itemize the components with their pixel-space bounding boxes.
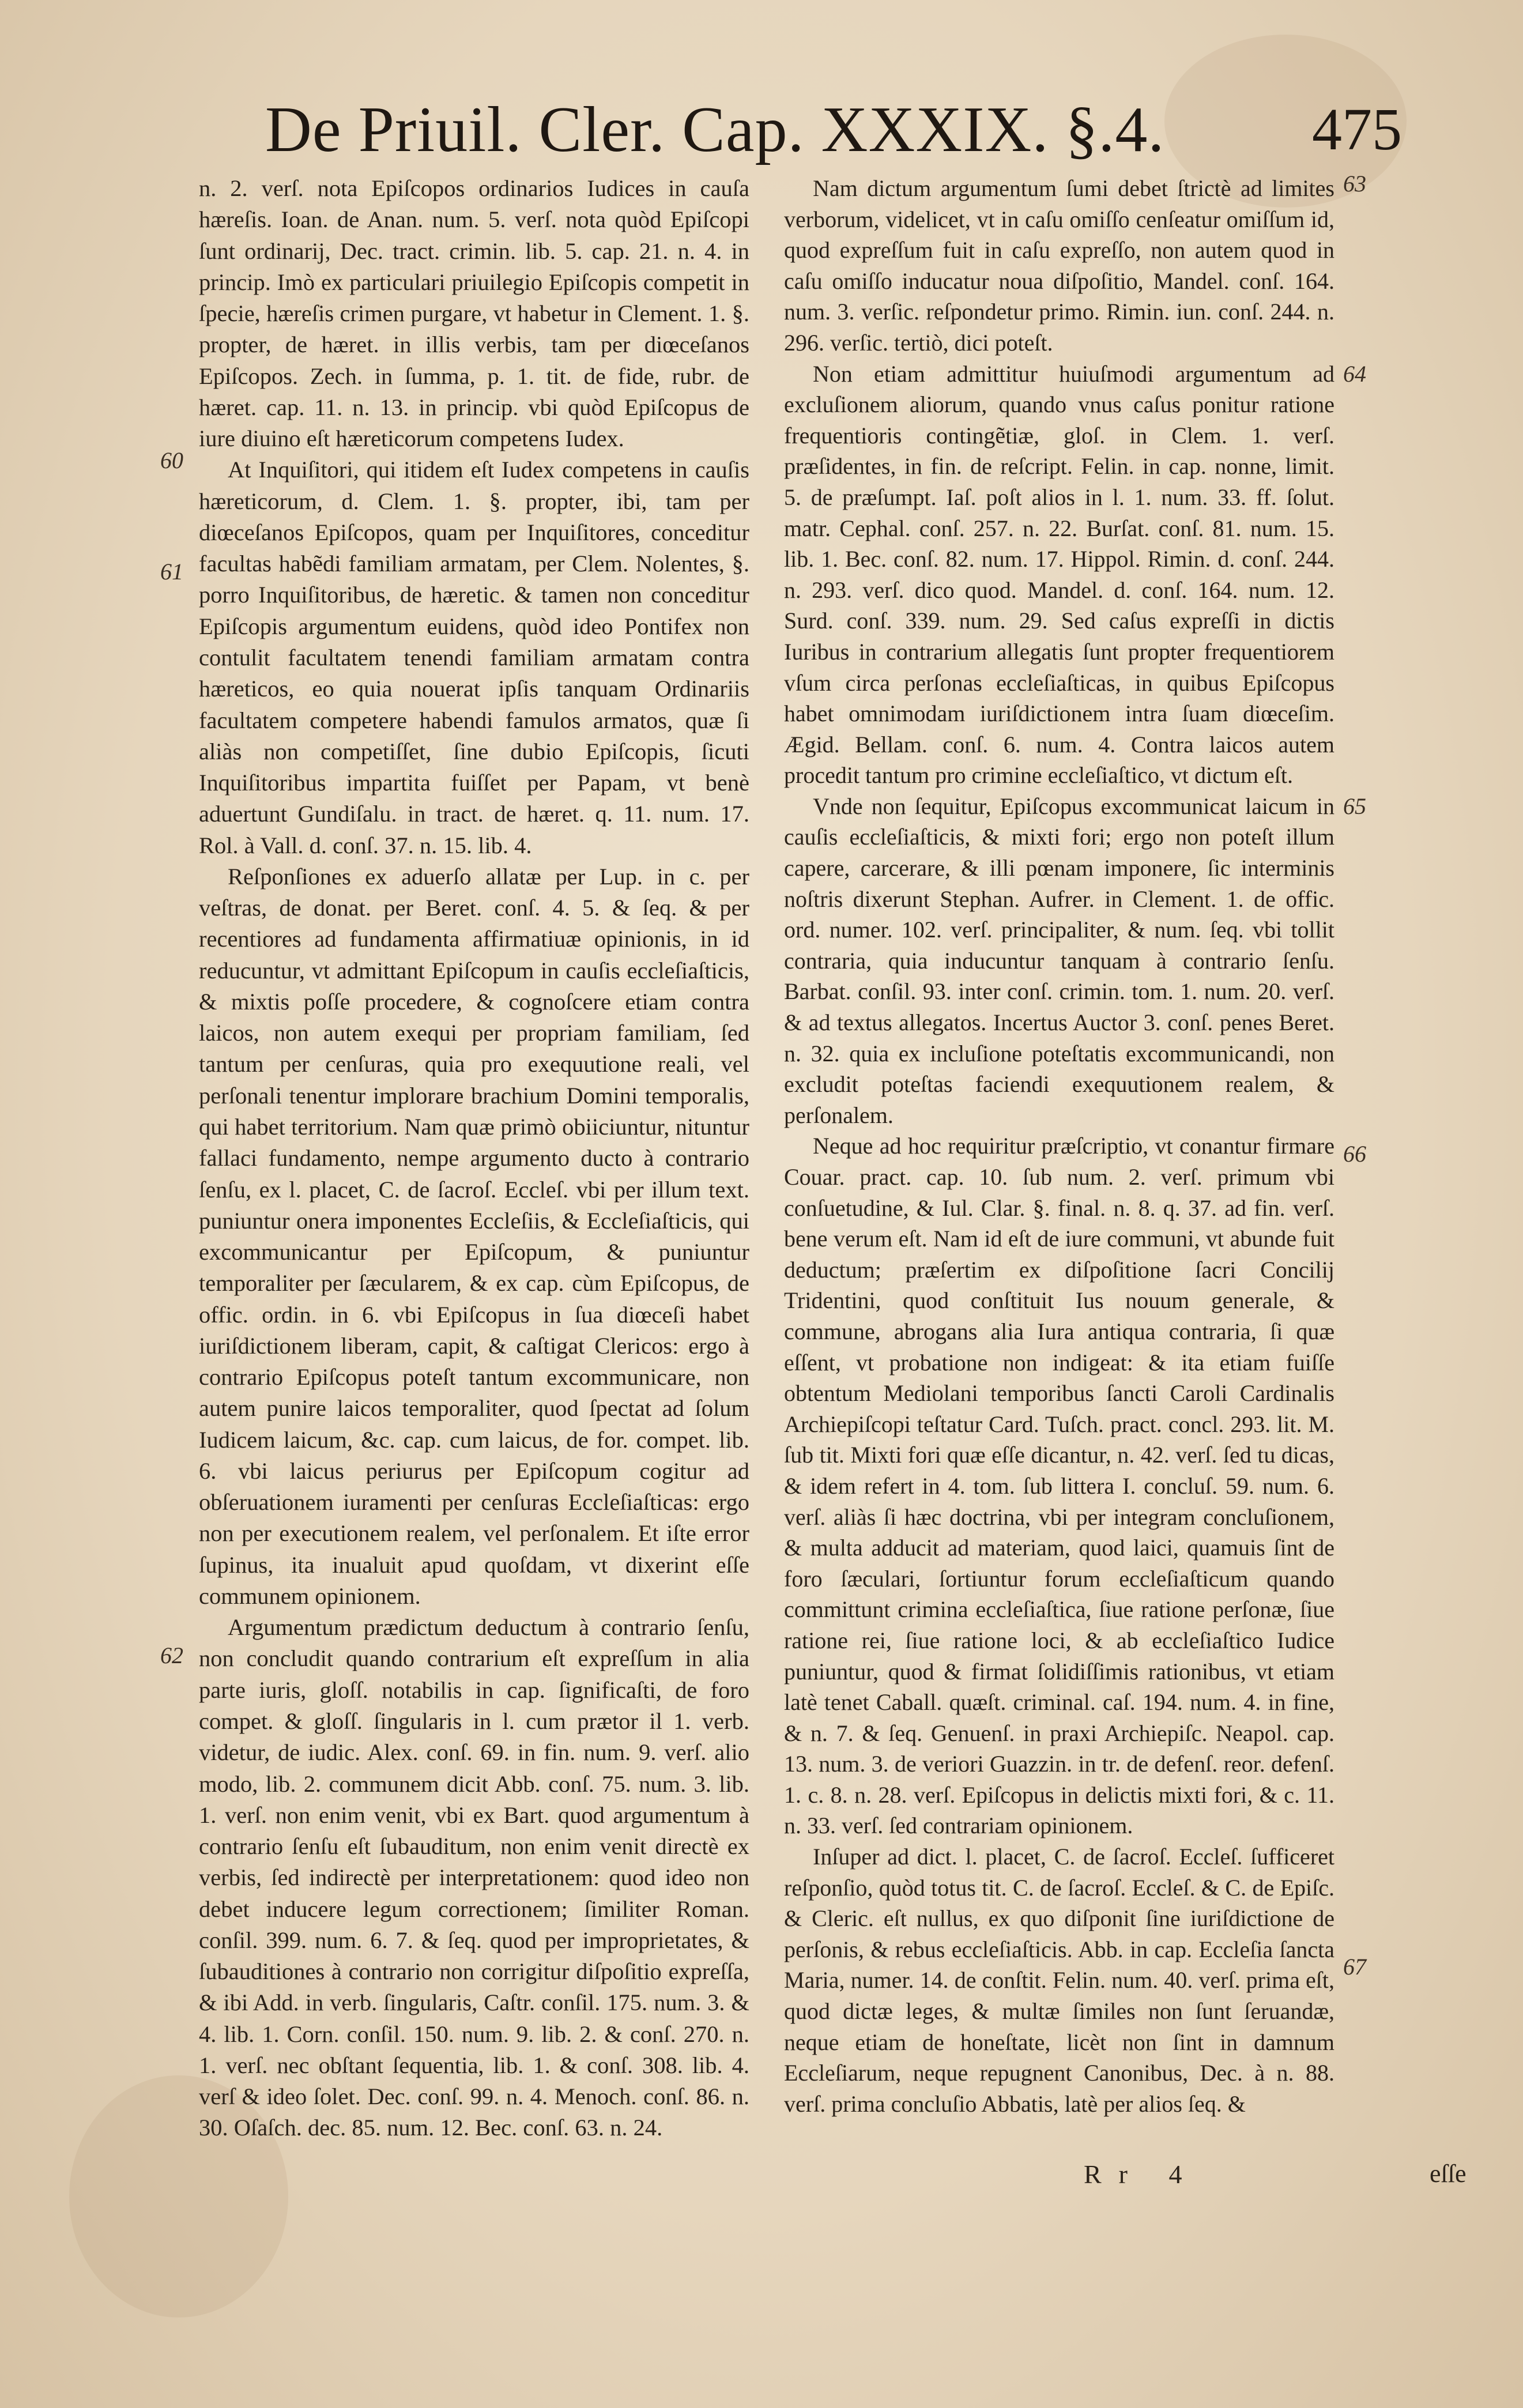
running-title: De Priuil. Cler. Cap. XXXIX. §.4. <box>265 94 1165 165</box>
paragraph: Argumentum prædictum deductum à contrario ſenſu, non concludit quando contrarium eſt expreſſum in alia parte iuris, gloſſ. notabilis in cap. ſignificaſti, de foro compet. & gloſſ. ſingularis in l. cum prætor il 1. verb. videtur, de iudic. Alex. conſ. 69. in fin. num. 9. verſ. alio modo, lib. 2. communem dicit Abb. conſ. 75. num. 3. lib. 1. verſ. non enim venit, vbi ex Bart. quod argumentum à contrario ſenſu eſt ſubauditum, non enim venit directè ex verbis, ſed indirectè per interpretationem: quod ideo non debet inducere legum correctionem; ſimiliter Roman. conſil. 399. num. 6. 7. & ſeq. quod per improprietates, & ſubauditiones à contrario non corrigitur diſpoſitio expreſſa, & ibi Add. in verb. ſingularis, Caſtr. conſil. 175. num. 3. & 4. lib. 1. Corn. conſil. 150. num. 9. lib. 2. & conſ. 270. n. 1. verſ. nec obſtant ſequentia, lib. 1. & conſ. 308. lib. 4. verſ & ideo ſolet. Dec. conſ. 99. n. 4. Menoch. conſ. 86. n. 30. Oſaſch. dec. 85. num. 12. Bec. conſ. 63. n. 24. <box>199 1614 749 2141</box>
margin-number: 65 <box>1343 793 1366 819</box>
page-header <box>190 86 1425 173</box>
paragraph: At Inquiſitori, qui itidem eſt Iudex competens in cauſis hæreticorum, d. Clem. 1. §. propter, ibi, tam per diœceſanos Epiſcopos, quam per Inquiſitores, conceditur facultas habẽdi familiam armatam, per Clem. Nolentes, §. porro Inquiſitoribus, de hæretic. & tamen non conceditur Epiſcopis argumentum euidens, quòd ideo Pontifex non contulit facultatem tenendi familiam armatam contra hæreticos, eo quia nouerat ipſis tanquam Ordinariis facultatem competere habendi famulos armatos, quæ ſi aliàs non competiſſet, ſine dubio Epiſcopis, ſicuti Inquiſitoribus impartita fuiſſet per Papam, vt benè aduertunt Gundiſalu. in tract. de hæret. q. 11. num. 17. Rol. à Vall. d. conſ. 37. n. 15. lib. 4. <box>199 457 749 858</box>
left-column <box>199 173 749 2144</box>
margin-number: 67 <box>1343 1954 1366 1980</box>
paragraph: n. 2. verſ. nota Epiſcopos ordinarios Iudices in cauſa hæreſis. Ioan. de Anan. num. 5. verſ. nota quòd Epiſcopi ſunt ordinarij, Dec. tract. crimin. lib. 5. cap. 21. n. 4. in princip. Imò ex particulari priuilegio Epiſcopis competit in ſpecie, hæreſis crimen purgare, vt habetur in Clement. 1. §. propter, de hæret. in illis verbis, tam per diœceſanos Epiſcopos. Zech. in ſumma, p. 1. tit. de fide, rubr. de hæret. cap. 11. n. 13. in princip. vbi quòd Epiſcopus de iure diuino eſt hæreticorum competens Iudex. <box>199 175 749 452</box>
paragraph: Inſuper ad dict. l. placet, C. de ſacroſ. Eccleſ. ſufficeret reſponſio, quòd totus tit. C. de ſacroſ. Eccleſ. & C. de Epiſc. & Cleric. eſt nullus, ex quo diſponit ſine iuriſdictione de perſonis, & rebus eccleſiaſticis. Abb. in cap. Eccleſia ſancta Maria, numer. 14. de conſtit. Felin. num. 40. verſ. prima eſt, quod dictæ leges, & multæ ſimiles non ſunt ſeruandæ, neque etiam de honeſtate, licèt non ſint in damnum Eccleſiarum, neque repugnent Canonibus, Dec. à n. 88. verſ. prima concluſio Abbatis, latè per alios ſeq. & <box>784 1844 1334 2117</box>
catchword: eſſe <box>1430 2160 1467 2188</box>
margin-number: 60 <box>160 447 183 473</box>
paragraph: Reſponſiones ex aduerſo allatæ per Lup. in c. per veſtras, de donat. per Beret. conſ. 4. 5. & ſeq. & per recentiores ad fundamenta affirmatiuæ opinionis, in id reducuntur, vt admittant Epiſcopum in cauſis eccleſiaſticis, & mixtis poſſe procedere, & cognoſcere etiam contra laicos, non autem exequi per propriam familiam, ſed tantum per cenſuras, quia pro exequutione reali, vel perſonali tenentur implorare brachium Domini temporalis, qui habet territorium. Nam quæ primò obiiciuntur, nituntur fallaci fundamento, nempe argumento ducto à contrario ſenſu, ex l. placet, C. de ſacroſ. Eccleſ. vbi per illum text. puniuntur onera imponentes Eccleſiis, & Eccleſiaſticis, qui excommunicantur per Epiſcopum, & puniuntur temporaliter per ſæcularem, & ex cap. cùm Epiſcopus, de offic. ordin. in 6. vbi Epiſcopus in ſua diœceſi habet iuriſdictionem liberam, capit, & caſtigat Clericos: ergo à contrario Epiſcopus poteſt tantum excommunicare, non autem punire laicos temporaliter, quod ſpectat ad ſolum Iudicem laicum, &c. cap. cum laicus, de for. compet. lib. 6. vbi laicus periurus per Epiſcopum cogitur ad obſeruationem iuramenti per cenſuras Eccleſiaſticas: ergo non per executionem realem, vel perſonalem. Et iſte error ſupinus, ita inualuit apud quoſdam, vt dixerint eſſe communem opinionem. <box>199 863 749 1609</box>
page-number: 475 <box>1312 96 1402 163</box>
margin-number: 64 <box>1343 361 1366 387</box>
margin-number: 61 <box>160 559 183 585</box>
paragraph: Non etiam admittitur huiuſmodi argumentum ad excluſionem aliorum, quando vnus caſus ponitur ratione frequentioris contingẽtiæ, gloſ. in Clem. 1. verſ. præſidentes, in fin. de reſcript. Felin. in cap. nonne, limit. 5. de præſumpt. Iaſ. poſt alios in l. 1. num. 33. ff. ſolut. matr. Cephal. conſ. 257. n. 22. Burſat. conſ. 81. num. 15. lib. 1. Bec. conſ. 82. num. 17. Hippol. Rimin. d. conſ. 244. n. 293. verſ. dico quod. Mandel. d. conſ. 164. num. 12. Surd. conſ. 339. num. 29. Sed caſus expreſſi in dictis Iuribus in contrarium allegatis ſunt propter frequentiorem vſum circa perſonas eccleſiaſticas, in quibus Epiſcopus habet omnimodam iuriſdictionem intra ſuam diœceſim. Ægid. Bellam. conſ. 6. num. 4. Contra laicos autem procedit tantum pro crimine eccleſiaſtico, vt dictum eſt. <box>784 360 1334 789</box>
right-column <box>784 173 1334 2119</box>
margin-number: 63 <box>1343 171 1366 197</box>
paragraph: Neque ad hoc requiritur præſcriptio, vt conantur firmare Couar. pract. cap. 10. ſub num. 2. verſ. primum vbi conſuetudine, & Iul. Clar. §. final. n. 8. q. 37. ad fin. verſ. bene verum eſt. Nam id eſt de iure communi, vt abunde fuit deductum; præſertim ex diſpoſitione ſacri Concilij Tridentini, quod conſtituit Ius nouum generale, & commune, abrogans alia Iura antiqua contraria, ſi quæ eſſent, vt probatione non indigeat: & ita etiam fuiſſe obtentum Mediolani temporibus ſancti Caroli Cardinalis Archiepiſcopi teſtatur Card. Tuſch. pract. concl. 293. lit. M. ſub tit. Mixti fori quæ eſſe dicantur, n. 42. verſ. ſed tu dicas, & idem refert in 4. tom. ſub littera I. concluſ. 59. num. 6. verſ. aliàs ſi hæc doctrina, vbi per integram concluſionem, & multa adducit ad materiam, quod laici, quamuis ſint de foro ſæculari, ſortiuntur forum eccleſiaſticum quando committunt crimina eccleſiaſtica, ſiue ratione perſonæ, ſiue ratione rei, ſiue ratione loci, & ab eccleſiaſtico Iudice puniuntur, quod & firmat ſolidiſſimis rationibus, vt etiam latè tenet Caball. quæſt. criminal. caſ. 194. num. 4. in fine, & n. 7. & ſeq. Genuenſ. in praxi Archiepiſc. Neapol. cap. 13. num. 3. de veriori Guazzin. in tr. de defenſ. reor. defenſ. 1. c. 8. n. 28. verſ. Epiſcopus in delictis mixti fori, & c. 11. n. 33. verſ. ſed contrariam opinionem. <box>784 1133 1334 1839</box>
margin-number: 66 <box>1343 1141 1366 1167</box>
signature-mark: Rr 4 <box>1084 2160 1200 2189</box>
paragraph: Nam dictum argumentum ſumi debet ſtrictè ad limites verborum, videlicet, vt in caſu omiſſo cenſeatur omiſſum id, quod expreſſum fuit in caſu expreſſo, non autem quod in caſu omiſſo inducatur noua diſpoſitio, Mandel. conſ. 164. num. 3. verſic. reſpondetur primo. Rimin. iun. conſ. 244. n. 296. verſic. tertiò, dici poteſt. <box>784 175 1334 356</box>
margin-number: 62 <box>160 1642 183 1668</box>
paragraph: Vnde non ſequitur, Epiſcopus excommunicat laicum in cauſis eccleſiaſticis, & mixti fori; ergo non poteſt illum capere, carcerare, & illi pœnam imponere, ſic interminis noſtris dixerunt Stephan. Aufrer. in Clement. 1. de offic. ord. numer. 102. verſ. principaliter, & num. ſeq. vbi tollit contraria, quia inducuntur tanquam à contrario ſenſu. Barbat. conſil. 93. inter conſ. crimin. tom. 1. num. 20. verſ. & ad textus allegatos. Incertus Auctor 3. conſ. penes Beret. n. 32. quia ex incluſione poteſtatis excommunicandi, non excludit poteſtas faciendi exequutionem realem, & perſonalem. <box>784 793 1334 1128</box>
